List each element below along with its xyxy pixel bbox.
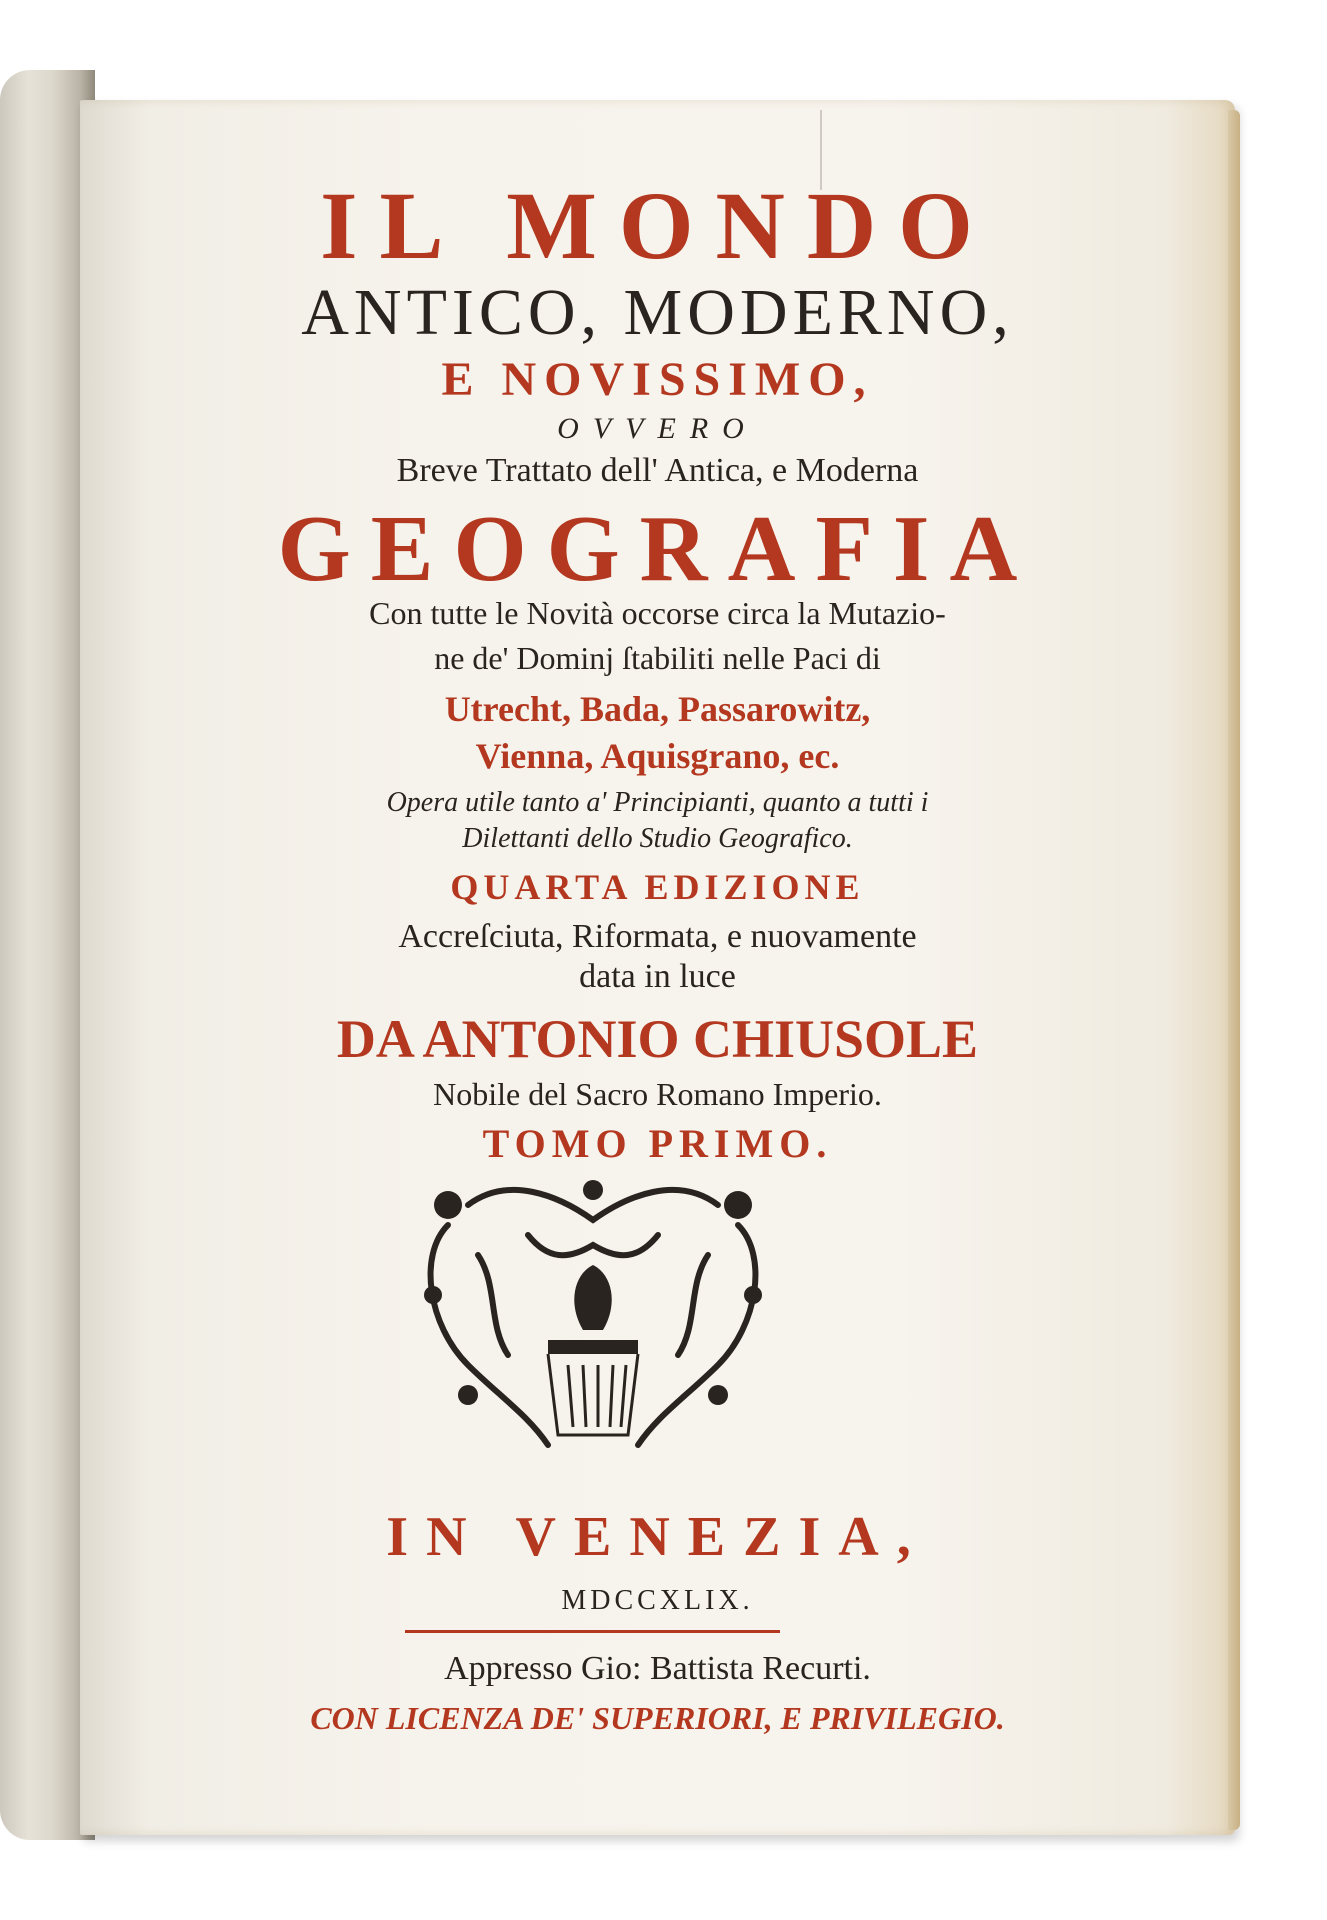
treaties-line-1: Utrecht, Bada, Passarowitz, bbox=[444, 689, 871, 729]
description-line-1: Con tutte le Novità occorse circa la Mutazio- bbox=[369, 595, 946, 631]
purpose-line-1: Opera utile tanto a' Principianti, quanto a tutti i bbox=[386, 787, 929, 818]
imprint-year: MDCCXLIX. bbox=[561, 1585, 754, 1616]
treaties-line-2: Vienna, Aquisgrano, ec. bbox=[475, 736, 840, 776]
subtitle-breve-trattato: Breve Trattato dell' Antica, e Moderna bbox=[396, 452, 919, 489]
author-line: DA ANTONIO CHIUSOLE bbox=[336, 1009, 979, 1069]
imprint-rule bbox=[405, 1630, 780, 1633]
edition-note-line-1: Accreſciuta, Riformata, e nuovamente bbox=[398, 918, 917, 955]
volume-line: TOMO PRIMO. bbox=[482, 1121, 833, 1166]
edition-line: QUARTA EDIZIONE bbox=[450, 867, 865, 907]
title-line-antico-moderno: ANTICO, MODERNO, bbox=[301, 276, 1014, 349]
edition-note-line-2: data in luce bbox=[579, 958, 736, 995]
title-line-il-mondo: IL MONDO bbox=[320, 172, 995, 279]
imprint-city: IN VENEZIA, bbox=[386, 1506, 929, 1568]
imprint-printer: Appresso Gio: Battista Recurti. bbox=[444, 1650, 871, 1687]
printers-device-woodcut bbox=[408, 1165, 778, 1465]
imprint-licence: CON LICENZA DE' SUPERIORI, E PRIVILEGIO. bbox=[310, 1700, 1005, 1736]
title-line-geografia: GEOGRAFIA bbox=[277, 497, 1038, 601]
title-line-ovvero: OVVERO bbox=[557, 412, 758, 445]
title-line-novissimo: E NOVISSIMO, bbox=[441, 353, 874, 406]
author-title-line: Nobile del Sacro Romano Imperio. bbox=[433, 1076, 882, 1112]
purpose-line-2: Dilettanti dello Studio Geografico. bbox=[462, 823, 853, 854]
description-line-2: ne de' Dominj ſtabiliti nelle Paci di bbox=[434, 640, 881, 676]
